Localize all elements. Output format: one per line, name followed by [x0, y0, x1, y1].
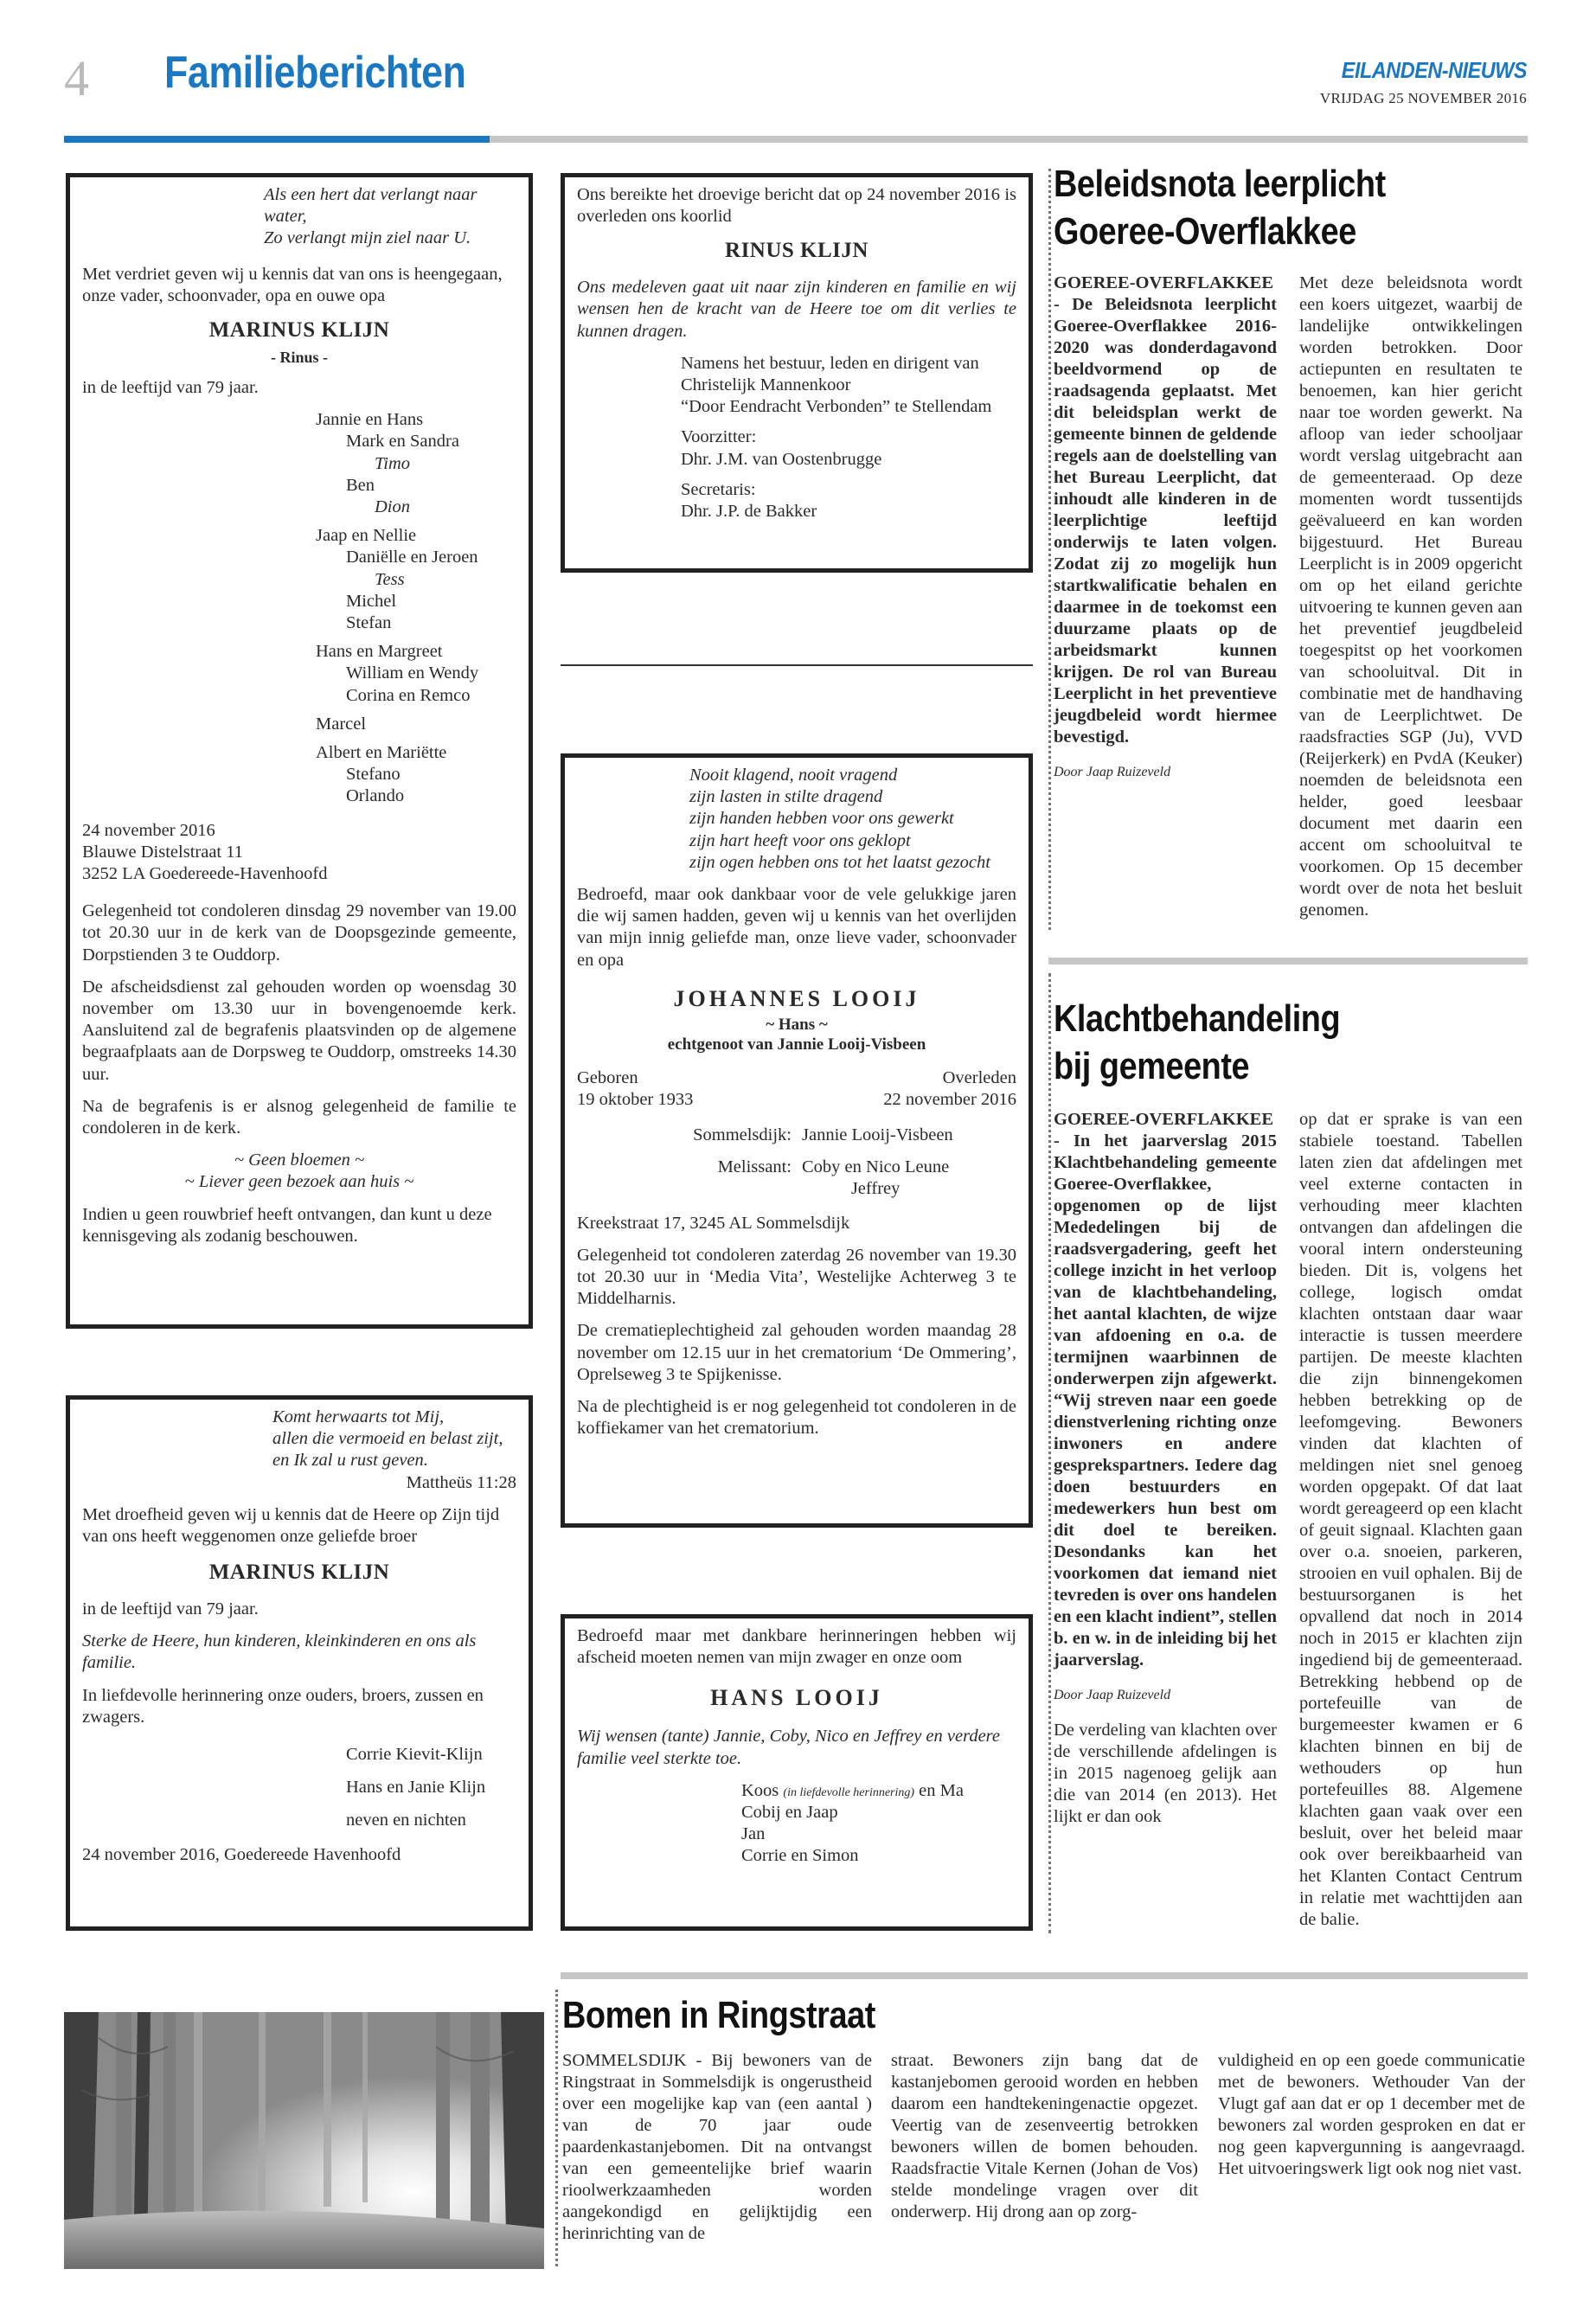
intro-text: Met verdriet geven wij u kennis dat van ons is heengegaan, onze vader, schoonvader, opa en ouwe opa [82, 264, 503, 305]
from-line: Namens het bestuur, leden en dirigent van [681, 353, 979, 373]
family-member: Jannie en Hans [316, 410, 424, 430]
family-group [82, 742, 516, 808]
choir-notice-rinus-klijn [561, 173, 1033, 573]
verse-line: zijn hart heeft voor ons geklopt [689, 830, 911, 850]
age: in de leeftijd van 79 jaar. [82, 377, 259, 397]
service-info: De afscheidsdienst zal gehouden worden op woensdag 30 november om 13.30 uur in bovengenoemde kerk. Aansluitend zal de begrafenis plaatsvinden op de algemene begraafplaats aan de Dorpsweg te Ouddorp, omstreeks 14.30 uur. [82, 977, 516, 1084]
verse-line: allen die vermoeid en belast zijt, [272, 1429, 503, 1449]
deceased-name: JOHANNES LOOIJ [673, 985, 920, 1011]
forest-photo [64, 2012, 544, 2269]
body-text: De verdeling van klachten over de verschillende afdelingen is in 2015 nagenoeg gelijk aan die van 2014 (en 2013). Het lijkt er dan ook [1054, 1720, 1277, 1826]
divider [561, 664, 1033, 666]
section-rule [561, 1972, 1528, 1979]
nickname: ~ Hans ~ [766, 1015, 828, 1034]
family-member: Ben [346, 475, 375, 495]
obituary-marinus-klijn-brother [66, 1395, 533, 1931]
chair-label: Voorzitter: [681, 427, 757, 447]
address-line: Blauwe Distelstraat 11 [82, 842, 243, 862]
scripture-ref: Mattheüs 11:28 [406, 1472, 516, 1492]
article-col: straat. Bewoners zijn bang dat de kastanjebomen gerooid worden en hebben daarom een handtekeningenactie opgezet. Veertig van de zesenveertig betrokken bewoners willen de bomen behouden. Raadsfractie Vitale Kernen (Johan de Vos) stelde mondelinge vragen over dit onderwerp. Hij drong aan op zorg- [891, 2051, 1198, 2221]
family-group [82, 641, 516, 707]
article-lead [1054, 272, 1277, 781]
family-member: Stefano [346, 765, 401, 785]
flowers-line: ~ Geen bloemen ~ [234, 1150, 365, 1170]
column-divider [1048, 973, 1051, 1933]
after-info: Na de begrafenis is er alsnog gelegenheid de familie te condoleren in de kerk. [82, 1096, 516, 1138]
family-member: Timo [375, 453, 411, 473]
family-member: Daniëlle en Jeroen [346, 548, 478, 567]
signer: Hans en Janie Klijn [346, 1777, 486, 1797]
cremation-info: De crematieplechtigheid zal gehouden worden maandag 28 november om 12.15 uur in het crematorium ‘De Ommering’, Oprelseweg 3 te Spijkenisse. [577, 1321, 1016, 1384]
column-divider [555, 1990, 558, 2266]
article-title: Bomen in Ringstraat [562, 1994, 875, 2036]
condolence-info: Gelegenheid tot condoleren zaterdag 26 november van 19.30 tot 20.30 uur in ‘Media Vita’, Westelijke Achterweg 3 te Middelharnis. [577, 1245, 1016, 1309]
family-member: Jaap en Nellie [316, 526, 417, 546]
deceased-name: HANS LOOIJ [710, 1685, 883, 1711]
page-number: 4 [64, 50, 89, 106]
mourner: Coby en Nico Leune [802, 1157, 950, 1177]
from-line: “Door Eendracht Verbonden” te Stellendam [681, 397, 992, 417]
header-rule-blue [64, 136, 490, 143]
article-lead [1054, 1109, 1277, 1828]
signer: Corrie en Simon [741, 1846, 859, 1866]
title-line: Goeree-Overflakkee [1054, 210, 1356, 253]
born-label: Geboren [577, 1067, 638, 1087]
article-title [1054, 995, 1515, 1090]
family-member: Michel [346, 591, 397, 611]
byline: Door Jaap Ruizeveld [1054, 1688, 1171, 1702]
article-col: SOMMELSDIJK - Bij bewoners van de Ringstraat in Sommelsdijk is ongerustheid over een mogelijke kap van (een aantal ) van de 70 jaar oude paardenkastanjebomen. Dit na ontvangst van een gemeentelijke brief waarin rioolwerkzaamheden worden aangekondigd en gelijktijdig een herinrichting van de [562, 2051, 872, 2243]
article-title [1054, 160, 1515, 255]
wish: Wij wensen (tante) Jannie, Coby, Nico en Jeffrey en verdere familie veel sterkte toe. [577, 1727, 1000, 1768]
signer: en Ma [919, 1780, 964, 1800]
family-member: Marcel [316, 714, 367, 734]
sympathy: Ons medeleven gaat uit naar zijn kinderen en familie en wij wensen hen de kracht van de Heere toe om dit verlies te kunnen dragen. [577, 278, 1016, 341]
address: Kreekstraat 17, 3245 AL Sommelsdijk [577, 1213, 850, 1233]
title-line: bij gemeente [1054, 1045, 1250, 1087]
flowers-line: ~ Liever geen bezoek aan huis ~ [184, 1172, 414, 1192]
obituary-marinus-klijn [66, 173, 533, 1329]
verse-line: zijn handen hebben voor ons gewerkt [689, 809, 954, 829]
family-list [82, 409, 516, 807]
family-member: Albert en Mariëtte [316, 742, 447, 762]
card-note: Indien u geen rouwbrief heeft ontvangen, dan kunt u deze kennisgeving als zodanig beschouwen. [82, 1204, 492, 1246]
died-label: Overleden [942, 1067, 1016, 1087]
header-rule-grey [490, 136, 1528, 143]
mourner: Jeffrey [850, 1179, 901, 1199]
nickname: - Rinus - [270, 348, 328, 366]
footer-line: 24 november 2016, Goedereede Havenhoofd [82, 1844, 401, 1864]
byline: Door Jaap Ruizeveld [1054, 765, 1171, 779]
obituary-hans-looij [561, 1614, 1033, 1931]
section-title: Familieberichten [164, 48, 466, 98]
prayer: Sterke de Heere, hun kinderen, kleinkinderen en ons als familie. [82, 1631, 477, 1673]
verse-line: Als een hert dat verlangt naar water, [264, 185, 478, 227]
secretary-label: Secretaris: [681, 479, 756, 499]
verse-line: Nooit klagend, nooit vragend [689, 766, 898, 785]
intro-text: Ons bereikte het droevige bericht dat op 24 november 2016 is overleden ons koorlid [577, 185, 1016, 227]
column-divider [1048, 169, 1051, 930]
family-member: Corina en Remco [346, 685, 471, 705]
lead-text: GOEREE-OVERFLAKKEE - In het jaarverslag 2015 Klachtbehandeling gemeente Goeree-Overflakkee, opgenomen op de lijst Mededelingen bij de raadsvergadering, geeft het college inzicht in het verloop van de klachtbehandeling, het aantal klachten, de wijze van afdoening en o.a. de termijnen waarbinnen de onderwerpen zijn afgewerkt. “Wij streven naar een goede dienstverlening richting onze inwoners en andere gesprekspartners. Iedere dag doen bestuurders en medewerkers hun best om dit doel te bereiken. Desondanks kan het voorkomen dat iemand niet tevreden is over ons handelen en een klacht indient”, stellen b. en w. in de inleiding bij het jaarverslag. [1054, 1110, 1277, 1670]
deceased-name: MARINUS KLIJN [208, 1561, 390, 1585]
family-member: William en Wendy [346, 663, 479, 683]
after-info: Na de plechtigheid is er nog gelegenheid tot condoleren in de koffiekamer van het crematorium. [577, 1396, 1016, 1439]
mourner: Jannie Looij-Visbeen [802, 1125, 953, 1144]
lead-text: GOEREE-OVERFLAKKEE - De Beleidsnota leerplicht Goeree-Overflakkee 2016-2020 was donderdagavond beeldvormend op de raadsagenda geplaatst. Met dit beleidsplan werkt de gemeente binnen de geldende regels aan de doelstelling van het Bureau Leerplicht, dat inhoudt alle kinderen in de leerplichtige leeftijd onderwijs te laten volgen. Zodat zij zo mogelijk hun startkwalificatie behalen en daarmee in de toekomst een duurzame plaats op de arbeidsmarkt kunnen krijgen. De rol van Bureau Leerplicht in het preventieve jeugdbeleid wordt hiermee bevestigd. [1054, 273, 1277, 747]
section-rule [1048, 958, 1528, 965]
article-col: vuldigheid en op een goede communicatie met de bewoners. Wethouder Van der Vlugt gaf aan dat er op 1 december met de bewoners zal worden gesproken en dat er nog geen kapvergunning is aangevraagd. Het uitvoeringswerk ligt ook nog niet vast. [1218, 2051, 1525, 2178]
place-label: Melissant: [717, 1157, 792, 1177]
obituary-johannes-looij [561, 753, 1033, 1528]
masthead-logo: EILANDEN-NIEUWS [1341, 57, 1527, 83]
family-group [82, 409, 516, 518]
age: in de leeftijd van 79 jaar. [82, 1599, 259, 1618]
title-line: Beleidsnota leerplicht [1054, 163, 1386, 205]
article-body: op dat er sprake is van een stabiele toestand. Tabellen laten zien dat afdelingen met veel externe contacten in verhouding meer klachten ontvangen dan afdelingen die vooral intern ondersteuning bieden. Dit is, volgens het college, logisch omdat klachten ontstaan daar waar interactie is tussen meerdere partijen. De meeste klachten die zijn binnengekomen hebben betrekking op de leefomgeving. Bewoners vinden dat klachten of meldingen niet snel genoeg worden opgepakt. Of dat laat wordt gereageerd op een klacht of geuit signaal. Klachten gaan over o.a. snoeien, parkeren, strooien en vuil ophalen. Bij de bestuursorganen is het opvallend dat noch in 2014 noch in 2015 er klachten zijn ingediend bij de gemeenteraad. Betrekking hebbend op de portefeuille van de burgemeester kwamen er 6 klachten binnen en bij de wethouders op hun portefeuilles 88. Algemene klachten gaan vaak over een besluit, over het beleid maar ook over bereikbaarheid van het Klanten Contact Centrum in relatie met wachttijden aan de balie. [1299, 1110, 1522, 1929]
place-label: Sommelsdijk: [693, 1125, 792, 1144]
address-line: 3252 LA Goedereede-Havenhoofd [82, 863, 328, 883]
intro-text: Met droefheid geven wij u kennis dat de Heere op Zijn tijd van ons heeft weggenomen onze geliefde broer [82, 1504, 500, 1547]
verse-line: Komt herwaarts tot Mij, [272, 1407, 445, 1426]
verse-line: Zo verlangt mijn ziel naar U. [264, 228, 471, 248]
family-member: Dion [375, 497, 410, 516]
verse-line: zijn lasten in stilte dragend [689, 787, 883, 807]
family-member: Tess [375, 569, 405, 589]
signer: Jan [741, 1824, 766, 1844]
died-date: 22 november 2016 [883, 1089, 1016, 1109]
born-date: 19 oktober 1933 [577, 1089, 694, 1109]
verse-line: en Ik zal u rust geven. [272, 1451, 428, 1471]
address-line: 24 november 2016 [82, 820, 215, 840]
chair-name: Dhr. J.M. van Oostenbrugge [681, 449, 882, 469]
secretary-name: Dhr. J.P. de Bakker [681, 501, 817, 521]
verse-line: zijn ogen hebben ons tot het laatst gezocht [689, 852, 990, 872]
signer: neven en nichten [346, 1810, 466, 1830]
family-member: Orlando [346, 786, 405, 806]
forest-image [64, 2012, 544, 2269]
signer-note: (in liefdevolle herinnering) [783, 1785, 915, 1799]
condolence-info: Gelegenheid tot condoleren dinsdag 29 november van 19.00 tot 20.30 uur in de kerk van de Doopsgezinde gemeente, Dorpstienden 3 te Ouddorp. [82, 901, 516, 965]
family-member: Mark en Sandra [346, 432, 459, 452]
signer: Corrie Kievit-Klijn [346, 1744, 483, 1764]
issue-date: VRIJDAG 25 NOVEMBER 2016 [1319, 90, 1527, 106]
title-line: Klachtbehandeling [1054, 997, 1341, 1040]
from-line: Christelijk Mannenkoor [681, 375, 851, 394]
spouse: echtgenoot van Jannie Looij-Visbeen [667, 1035, 926, 1054]
signer: Koos [741, 1780, 779, 1800]
family-group [82, 714, 516, 735]
signer: Cobij en Jaap [741, 1802, 838, 1822]
deceased-name: MARINUS KLIJN [208, 318, 390, 343]
family-member: Stefan [346, 612, 392, 632]
family-member: Hans en Margreet [316, 642, 443, 662]
intro-text: Bedroefd, maar ook dankbaar voor de vele gelukkige jaren die wij samen hadden, geven wij u kennis van het overlijden van mijn innig geliefde man, onze lieve vader, schoonvader en opa [577, 885, 1016, 970]
deceased-name: RINUS KLIJN [725, 239, 869, 263]
family-group [82, 525, 516, 634]
article-body: Met deze beleidsnota wordt een koers uitgezet, waarbij de landelijke ontwikkelingen worden betrokken. Door actiepunten en resultaten te benoemen, kan hier gericht naar toe worden gewerkt. Na afloop van ieder schooljaar wordt verslag uitgebracht aan de gemeenteraad. Op deze momenten wordt tussentijds geëvalueerd en kan worden bijgestuurd. Het Bureau Leerplicht is in 2009 opgericht om op het eiland gerichte uitvoering te kunnen geven aan het preventief jeugdbeleid toegespitst op het voorkomen van schooluitval. Dit in combinatie met de handhaving van de Leerplichtwet. De raadsfracties SGP (Ju), VVD (Reijerkerk) en PvdA (Keuker) noemden de beleidsnota een helder, goed leesbaar document met daarin een accent om schooluitval te voorkomen. Op 15 december wordt over de nota het besluit genomen. [1299, 273, 1522, 920]
memory: In liefdevolle herinnering onze ouders, broers, zussen en zwagers. [82, 1685, 484, 1727]
intro-text: Bedroefd maar met dankbare herinneringen hebben wij afscheid moeten nemen van mijn zwager en onze oom [577, 1626, 1016, 1668]
